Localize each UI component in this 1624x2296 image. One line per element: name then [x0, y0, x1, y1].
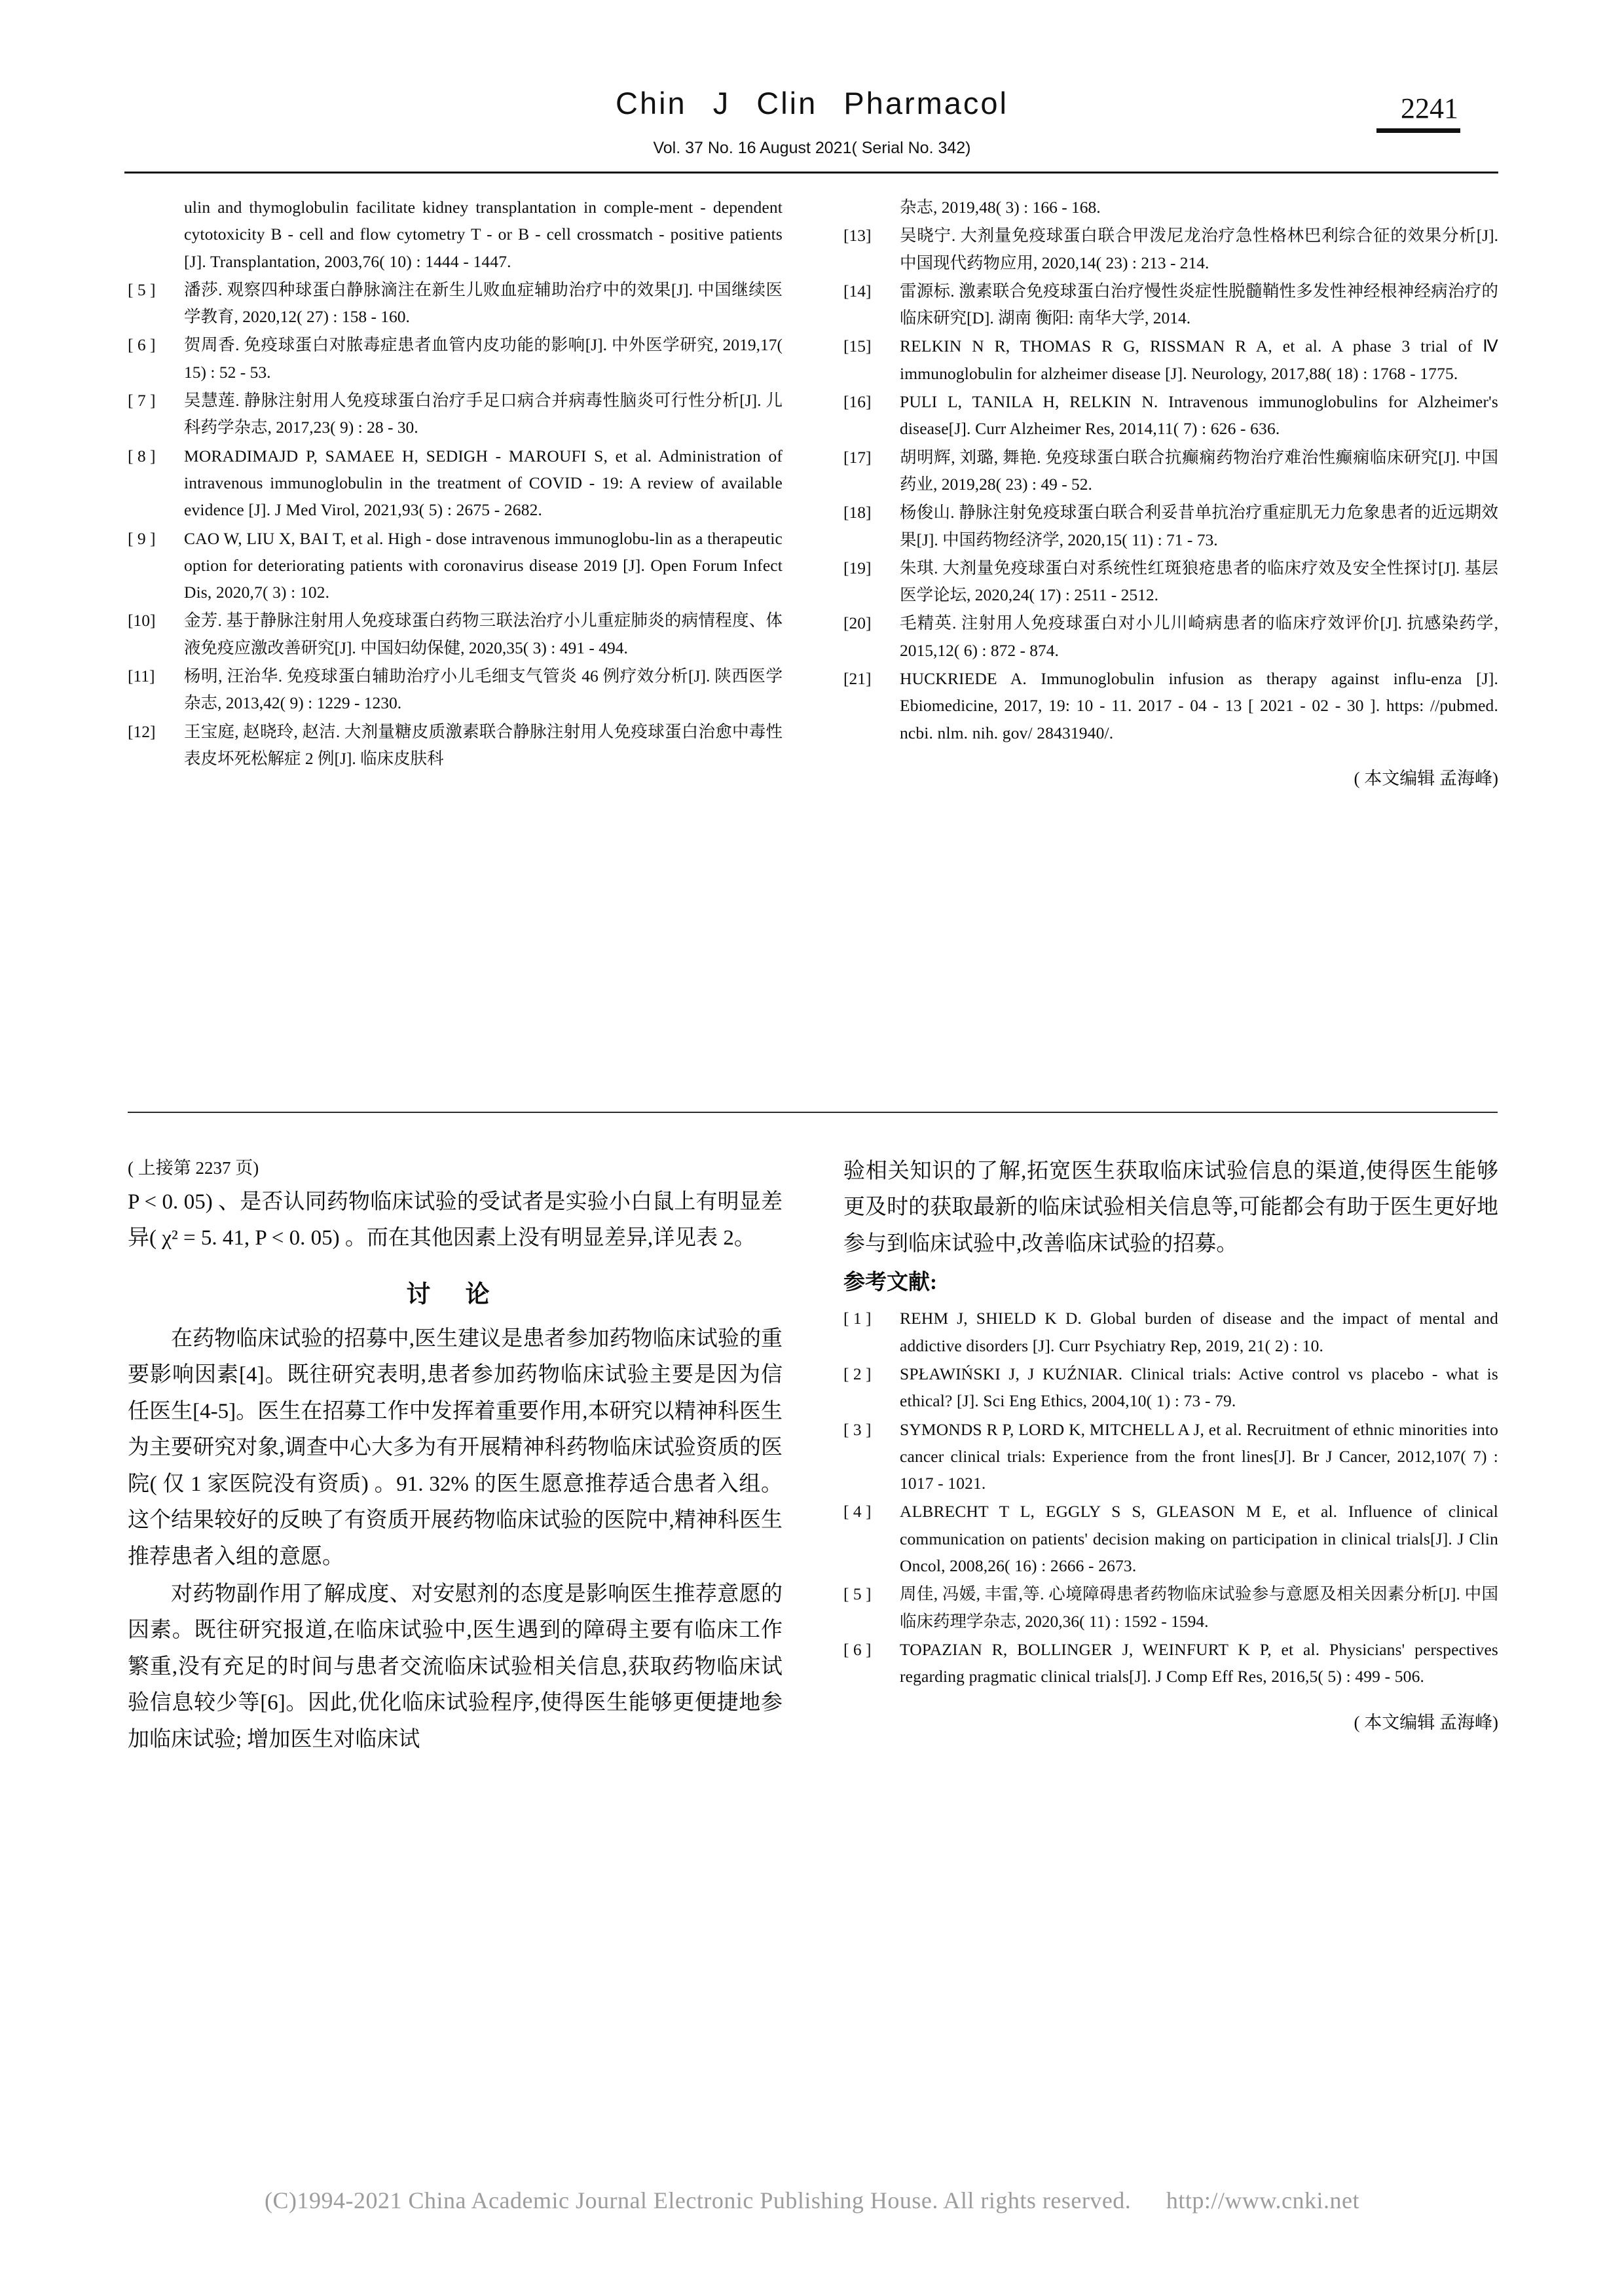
reference-item [843, 610, 1498, 664]
top-article-refs-right [843, 194, 1498, 793]
reference-number: [ 6 ] [128, 335, 156, 355]
reference-text: 杂志, 2019,48( 3) : 166 - 168. [900, 198, 1101, 217]
reference-item [128, 276, 783, 331]
reference-item [128, 525, 783, 606]
top-article-refs-left [128, 194, 783, 773]
reference-item [843, 388, 1498, 443]
bottom-article-references [843, 1305, 1498, 1690]
reference-item [128, 387, 783, 441]
issue-line: Vol. 37 No. 16 August 2021( Serial No. 342) [653, 139, 971, 157]
reference-text: TOPAZIAN R, BOLLINGER J, WEINFURT K P, et al. Physicians' perspectives regarding pragmatic clinical trials[J]. J Comp Eff Res, 2016,5( 5) : 499 - 506. [900, 1639, 1498, 1686]
reference-number: [16] [843, 392, 872, 412]
reference-text: HUCKRIEDE A. Immunoglobulin infusion as therapy against influ-enza [J]. Ebiomedicine, 2017, 19: 10 - 11. 2017 - 04 - 13 [ 2021 - 02 - 30 ]. https: //pubmed. ncbi. nlm. nih. gov/ 28431940/. [900, 669, 1498, 742]
reference-number [128, 194, 184, 275]
paragraph: 在药物临床试验的招募中,医生建议是患者参加药物临床试验的重要影响因素[4]。既往研究表明,患者参加药物临床试验主要是因为信任医生[4-5]。医生在招募工作中发挥着重要作用,本研究以精神科医生为主要研究对象,调查中心大多为有开展精神科药物临床试验资质的医院( 仅 1 家医院没有资质) 。91. 32% 的医生愿意推荐适合患者入组。这个结果较好的反映了有资质开展药物临床试验的医院中,精神科医生推荐患者入组的意愿。 [128, 1326, 783, 1569]
reference-number: [ 5 ] [128, 280, 156, 299]
continued-from-note: ( 上接第 2237 页) [128, 1158, 259, 1178]
reference-number: [17] [843, 447, 872, 467]
reference-item [843, 1498, 1498, 1579]
reference-item [843, 222, 1498, 276]
reference-item [843, 278, 1498, 332]
reference-text: 杨俊山. 静脉注射免疫球蛋白联合利妥昔单抗治疗重症肌无力危象患者的近远期效果[J]. 中国药物经济学, 2020,15( 11) : 71 - 73. [900, 503, 1498, 549]
cnki-url: http://www.cnki.net [1166, 2187, 1359, 2214]
reference-item [843, 555, 1498, 609]
reference-number: [14] [843, 281, 872, 301]
reference-item [843, 444, 1498, 498]
reference-item [128, 331, 783, 386]
bottom-article-right-column [843, 1154, 1498, 1734]
reference-text: 毛精英. 注射用人免疫球蛋白对小儿川崎病患者的临床疗效评价[J]. 抗感染药学, 2015,12( 6) : 872 - 874. [900, 613, 1498, 660]
reference-number: [ 5 ] [843, 1584, 872, 1604]
reference-text: SYMONDS R P, LORD K, MITCHELL A J, et al. Recruitment of ethnic minorities into cancer clinical trials: Experience from the front lines[J]. Br J Cancer, 2012,107( 7) : 1017 - 1021. [900, 1419, 1498, 1493]
journal-title-word-2: J [712, 86, 731, 120]
reference-text: CAO W, LIU X, BAI T, et al. High - dose intravenous immunoglobu-lin as a therapeutic option for deteriorating patients with coronavirus disease 2019 [J]. Open Forum Infect Dis, 2020,7( 3) : 102. [184, 528, 783, 602]
reference-item [843, 1580, 1498, 1635]
reference-number: [ 4 ] [843, 1502, 872, 1522]
reference-text: 贺周香. 免疫球蛋白对脓毒症患者血管内皮功能的影响[J]. 中外医学研究, 2019,17( 15) : 52 - 53. [184, 335, 783, 382]
reference-number: [12] [128, 721, 156, 741]
reference-text: 吴晓宁. 大剂量免疫球蛋白联合甲泼尼龙治疗急性格林巴利综合征的效果分析[J]. 中国现代药物应用, 2020,14( 23) : 213 - 214. [900, 226, 1498, 272]
reference-item [843, 1305, 1498, 1359]
journal-title-word-3: Clin [756, 86, 818, 120]
page-number-rule [1376, 128, 1460, 133]
journal-title-word-1: Chin [616, 86, 687, 120]
reference-item [128, 194, 783, 275]
reference-text: 朱琪. 大剂量免疫球蛋白对系统性红斑狼疮患者的临床疗效及安全性探讨[J]. 基层医学论坛, 2020,24( 17) : 2511 - 2512. [900, 558, 1498, 605]
reference-number: [ 7 ] [128, 391, 156, 410]
copyright-text: (C)1994-2021 China Academic Journal Electronic Publishing House. All rights reserved. [265, 2187, 1132, 2214]
reference-item [128, 607, 783, 661]
reference-text: SPŁAWIŃSKI J, J KUŹNIAR. Clinical trials: Active control vs placebo - what is ethical? [J]. Sci Eng Ethics, 2004,10( 1) : 73 - 79. [900, 1364, 1498, 1411]
reference-number: [ 6 ] [843, 1639, 872, 1659]
reference-text: 周佳, 冯媛, 丰雷,等. 心境障碍患者药物临床试验参与意愿及相关因素分析[J]. 中国临床药理学杂志, 2020,36( 11) : 1592 - 1594. [900, 1584, 1498, 1631]
reference-text: 王宝庭, 赵晓玲, 赵洁. 大剂量糖皮质激素联合静脉注射用人免疫球蛋白治愈中毒性表皮坏死松解症 2 例[J]. 临床皮肤科 [184, 721, 783, 768]
reference-item [843, 1636, 1498, 1690]
reference-text: ulin and thymoglobulin facilitate kidney transplantation in comple-ment - dependent cytotoxicity B - cell and flow cytometry T - or B - cell crossmatch - positive patients [J]. Transplantation, 2003,76( 10) : 1444 - 1447. [184, 198, 783, 271]
reference-item [128, 718, 783, 773]
article-divider [128, 1112, 1498, 1113]
reference-text: 杨明, 汪治华. 免疫球蛋白辅助治疗小儿毛细支气管炎 46 例疗效分析[J]. 陕西医学杂志, 2013,42( 9) : 1229 - 1230. [184, 666, 783, 713]
reference-text: RELKIN N R, THOMAS R G, RISSMAN R A, et al. A phase 3 trial of Ⅳ immunoglobulin for alzheimer disease [J]. Neurology, 2017,88( 18) : 1768 - 1775. [900, 337, 1498, 383]
bottom-article-body-left [128, 1184, 783, 1257]
header-divider [124, 172, 1498, 173]
reference-number: [10] [128, 611, 156, 630]
section-title-discussion: 讨 论 [406, 1281, 504, 1308]
bottom-article-body-right [843, 1154, 1498, 1262]
cnki-footer [0, 2187, 1624, 2214]
reference-number: [ 1 ] [843, 1309, 872, 1328]
reference-number: [13] [843, 226, 872, 246]
reference-number: [ 2 ] [843, 1364, 872, 1383]
reference-item [843, 1360, 1498, 1415]
reference-number: [15] [843, 337, 872, 356]
page-number: 2241 [1401, 92, 1458, 124]
reference-number: [19] [843, 558, 872, 577]
reference-text: 金芳. 基于静脉注射用人免疫球蛋白药物三联法治疗小儿重症肺炎的病情程度、体液免疫应激改善研究[J]. 中国妇幼保健, 2020,35( 3) : 491 - 494. [184, 611, 783, 657]
reference-item [843, 333, 1498, 387]
reference-number: [18] [843, 503, 872, 522]
reference-number: [ 3 ] [843, 1419, 872, 1439]
reference-number [843, 194, 900, 221]
reference-text: ALBRECHT T L, EGGLY S S, GLEASON M E, et al. Influence of clinical communication on patients' decision making on participation in clinical trials[J]. J Clin Oncol, 2008,26( 16) : 2666 - 2673. [900, 1502, 1498, 1575]
paragraph: P < 0. 05) 、是否认同药物临床试验的受试者是实验小白鼠上有明显差异( χ² = 5. 41, P < 0. 05) 。而在其他因素上没有明显差异,详见表 2。 [128, 1190, 783, 1250]
journal-masthead [0, 85, 1624, 121]
editor-note: ( 本文编辑 孟海峰) [1354, 1713, 1498, 1733]
reference-text: 雷源标. 激素联合免疫球蛋白治疗慢性炎症性脱髓鞘性多发性神经根神经病治疗的临床研究[D]. 湖南 衡阳: 南华大学, 2014. [900, 281, 1498, 328]
reference-number: [ 8 ] [128, 446, 156, 465]
journal-title-word-4: Pharmacol [843, 86, 1008, 120]
reference-item [843, 665, 1498, 746]
journal-title [0, 85, 1624, 121]
reference-number: [ 9 ] [128, 528, 156, 548]
reference-item [128, 443, 783, 524]
reference-text: MORADIMAJD P, SAMAEE H, SEDIGH - MAROUFI S, et al. Administration of intravenous immunoglobulin in the treatment of COVID - 19: A review of available evidence [J]. J Med Virol, 2021,93( 5) : 2675 - 2682. [184, 446, 783, 520]
reference-item [843, 1416, 1498, 1497]
reference-item [843, 194, 1498, 221]
reference-item [843, 499, 1498, 553]
paragraph: 验相关知识的了解,拓宽医生获取临床试验信息的渠道,使得医生能够更及时的获取最新的临床试验相关信息等,可能都会有助于医生更好地参与到临床试验中,改善临床试验的招募。 [843, 1159, 1498, 1256]
reference-text: 胡明辉, 刘璐, 舞艳. 免疫球蛋白联合抗癫痫药物治疗难治性癫痫临床研究[J]. 中国药业, 2019,28( 23) : 49 - 52. [900, 447, 1498, 494]
bottom-article-discussion [128, 1321, 783, 1758]
references-heading: 参考文献: [843, 1271, 937, 1295]
reference-text: PULI L, TANILA H, RELKIN N. Intravenous immunoglobulins for Alzheimer's disease[J]. Curr Alzheimer Res, 2014,11( 7) : 626 - 636. [900, 392, 1498, 439]
reference-item [128, 663, 783, 717]
reference-text: 吴慧莲. 静脉注射用人免疫球蛋白治疗手足口病合并病毒性脑炎可行性分析[J]. 儿科药学杂志, 2017,23( 9) : 28 - 30. [184, 391, 783, 437]
editor-note: ( 本文编辑 孟海峰) [1354, 768, 1498, 788]
bottom-article-left-column [128, 1154, 783, 1759]
paragraph: 对药物副作用了解成度、对安慰剂的态度是影响医生推荐意愿的因素。既往研究报道,在临床试验中,医生遇到的障碍主要有临床工作繁重,没有充足的时间与患者交流临床试验相关信息,获取药物临床试验信息较少等[6]。因此,优化临床试验程序,使得医生能够更便捷地参加临床试验; 增加医生对临床试 [128, 1582, 783, 1751]
reference-number: [11] [128, 666, 155, 686]
reference-number: [20] [843, 613, 872, 633]
reference-text: REHM J, SHIELD K D. Global burden of disease and the impact of mental and addictive disorders [J]. Curr Psychiatry Rep, 2019, 21( 2) : 10. [900, 1309, 1498, 1355]
reference-text: 潘莎. 观察四种球蛋白静脉滴注在新生儿败血症辅助治疗中的效果[J]. 中国继续医学教育, 2020,12( 27) : 158 - 160. [184, 280, 783, 327]
reference-number: [21] [843, 669, 872, 689]
